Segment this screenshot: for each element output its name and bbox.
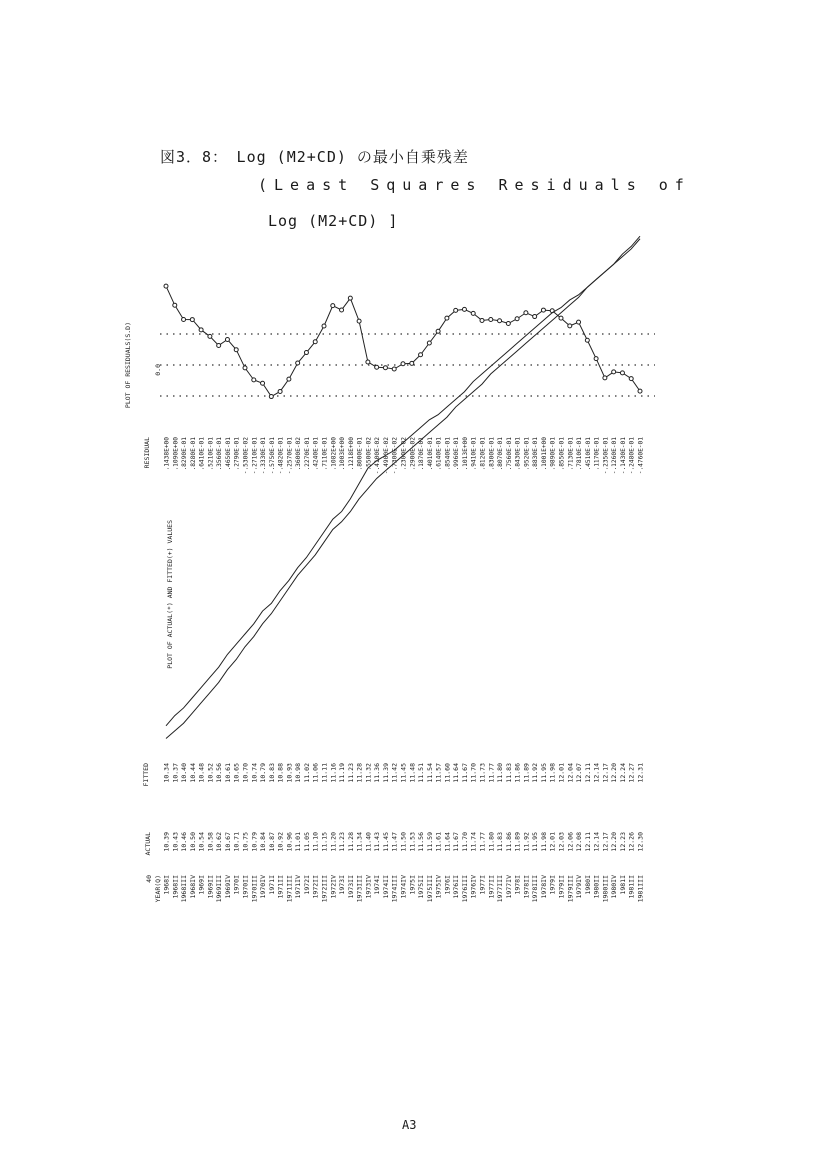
year-label: 1979I bbox=[548, 875, 557, 895]
residual-value-label: .8290E-01 bbox=[181, 437, 189, 471]
year-label: 1970I bbox=[232, 875, 241, 895]
figure-title-line-3: Log (M2+CD) ] bbox=[268, 212, 399, 230]
residual-point bbox=[620, 371, 624, 375]
residual-value-label: -.4100E-02 bbox=[374, 437, 382, 475]
year-label: 1973III bbox=[355, 875, 364, 903]
residual-point bbox=[190, 318, 194, 322]
actual-value-label: 12.14 bbox=[592, 832, 601, 852]
year-label: 1979III bbox=[566, 875, 575, 903]
actual-value-label: 11.05 bbox=[302, 832, 311, 852]
figure-title-line-1: 図3．8： Log (M2+CD) の最小自乗残差 bbox=[160, 148, 469, 166]
fitted-value-label: 11.23 bbox=[346, 763, 355, 783]
residual-point bbox=[287, 377, 291, 381]
residual-value-label: .8830E-01 bbox=[532, 437, 540, 471]
residual-point bbox=[577, 320, 581, 324]
year-label: 1976II bbox=[452, 875, 461, 899]
residual-value-label: -.2350E-01 bbox=[602, 437, 610, 475]
residual-point bbox=[357, 319, 361, 323]
year-label: 1969IV bbox=[223, 875, 232, 899]
fitted-value-label: 11.86 bbox=[513, 763, 522, 783]
actual-value-label: 11.40 bbox=[364, 832, 373, 852]
year-label: 1973I bbox=[338, 875, 347, 895]
residual-value-label: .4010E-01 bbox=[426, 437, 434, 471]
residual-plot bbox=[164, 284, 642, 398]
fitted-value-label: 11.39 bbox=[381, 763, 390, 783]
actual-value-label: 11.70 bbox=[460, 832, 469, 852]
residual-point bbox=[533, 315, 537, 319]
year-label: 1974I bbox=[373, 875, 382, 895]
residual-value-label: -.3330E-01 bbox=[260, 437, 268, 475]
residual-value-label: .5210E-01 bbox=[207, 437, 215, 471]
fitted-value-label: 12.24 bbox=[618, 763, 627, 783]
residual-point bbox=[164, 284, 168, 288]
year-label: 1976III bbox=[460, 875, 469, 903]
actual-value-label: 10.46 bbox=[180, 832, 189, 852]
residual-point bbox=[498, 319, 502, 323]
residual-value-label: -.5300E-02 bbox=[242, 437, 250, 475]
fitted-line bbox=[163, 236, 640, 738]
fitted-value-label: 11.64 bbox=[452, 763, 461, 783]
residual-point bbox=[541, 308, 545, 312]
actual-value-label: 11.10 bbox=[311, 832, 320, 852]
actual-line bbox=[163, 239, 640, 726]
actual-value-label: 11.74 bbox=[469, 832, 478, 852]
residual-point bbox=[217, 343, 221, 347]
actual-value-label: 11.95 bbox=[531, 832, 540, 852]
fitted-value-label: 11.45 bbox=[399, 763, 408, 783]
residual-point bbox=[243, 366, 247, 370]
residual-axis-label: PLOT OF RESIDUALS(S.D) bbox=[124, 322, 132, 409]
actual-value-label: 11.01 bbox=[294, 832, 303, 852]
residual-value-label: -.4900E-02 bbox=[382, 437, 390, 475]
year-label: 1978II bbox=[522, 875, 531, 899]
residual-value-label: .1218E+00 bbox=[347, 437, 355, 471]
fitted-value-label: 11.28 bbox=[355, 763, 364, 783]
year-label: 1977I bbox=[478, 875, 487, 895]
residual-point bbox=[445, 316, 449, 320]
fitted-column-header: FITTED bbox=[142, 763, 150, 787]
year-label: 1968I bbox=[162, 875, 171, 895]
residual-point bbox=[296, 361, 300, 365]
residual-value-label: .1438E+00 bbox=[163, 437, 171, 471]
residual-point bbox=[392, 367, 396, 371]
year-label: 1975III bbox=[425, 875, 434, 903]
residual-column-header: RESIDUAL bbox=[143, 437, 151, 469]
actual-value-label: 11.89 bbox=[513, 832, 522, 852]
year-label: 1981I bbox=[618, 875, 627, 895]
fitted-value-label: 12.14 bbox=[592, 763, 601, 783]
residual-point bbox=[629, 377, 633, 381]
actual-value-label: 10.43 bbox=[171, 832, 180, 852]
residual-value-label: .1001E+00 bbox=[540, 437, 548, 471]
actual-value-label: 10.71 bbox=[232, 832, 241, 852]
fitted-value-label: 11.67 bbox=[460, 763, 469, 783]
residual-value-label: .5500E-02 bbox=[365, 437, 373, 471]
year-label: 1974II bbox=[381, 875, 390, 899]
residual-point bbox=[383, 366, 387, 370]
fitted-value-label: 10.88 bbox=[276, 763, 285, 783]
year-label: 1974III bbox=[390, 875, 399, 903]
actual-value-label: 10.87 bbox=[267, 832, 276, 852]
fitted-value-label: 11.77 bbox=[487, 763, 496, 783]
year-label: 1971I bbox=[267, 875, 276, 895]
data-table bbox=[163, 763, 645, 902]
residual-value-label: .9520E-01 bbox=[523, 437, 531, 471]
actual-value-label: 12.30 bbox=[636, 832, 645, 852]
residual-value-label: .9960E-01 bbox=[453, 437, 461, 471]
year-label: 1976IV bbox=[469, 875, 478, 899]
year-label: 1979IV bbox=[575, 875, 584, 899]
actual-fitted-plot bbox=[163, 236, 640, 738]
residual-point bbox=[506, 322, 510, 326]
residual-point bbox=[427, 341, 431, 345]
actual-value-label: 11.59 bbox=[425, 832, 434, 852]
residual-grid bbox=[160, 334, 655, 396]
residual-point bbox=[278, 389, 282, 393]
actual-value-label: 10.79 bbox=[250, 832, 259, 852]
residual-value-label: .8430E-01 bbox=[514, 437, 522, 471]
residual-point bbox=[594, 357, 598, 361]
year-label: 1980II bbox=[592, 875, 601, 899]
residual-value-label: .8300E-01 bbox=[488, 437, 496, 471]
actual-value-label: 12.26 bbox=[627, 832, 636, 852]
fitted-value-label: 10.61 bbox=[223, 763, 232, 783]
year-label: 1972III bbox=[320, 875, 329, 903]
actual-value-label: 10.54 bbox=[197, 832, 206, 852]
actual-value-label: 11.20 bbox=[329, 832, 338, 852]
residual-point bbox=[261, 381, 265, 385]
page-number: A3 bbox=[402, 1118, 417, 1132]
year-label: 1975II bbox=[417, 875, 426, 899]
fitted-value-label: 10.83 bbox=[267, 763, 276, 783]
residual-value-label: -.7300E-02 bbox=[391, 437, 399, 475]
fitted-value-label: 10.48 bbox=[197, 763, 206, 783]
residual-point bbox=[182, 318, 186, 322]
residual-point bbox=[208, 334, 212, 338]
actual-value-label: 10.75 bbox=[241, 832, 250, 852]
year-label: 1980I bbox=[583, 875, 592, 895]
residual-point bbox=[471, 311, 475, 315]
fitted-value-label: 11.16 bbox=[329, 763, 338, 783]
residual-value-label: .6140E-01 bbox=[435, 437, 443, 471]
actual-value-label: 11.98 bbox=[539, 832, 548, 852]
actual-value-label: 12.06 bbox=[566, 832, 575, 852]
residual-value-label: .8000E-01 bbox=[356, 437, 364, 471]
fitted-value-label: 10.74 bbox=[250, 763, 259, 783]
residual-value-label: .8070E-01 bbox=[497, 437, 505, 471]
actual-value-label: 11.83 bbox=[496, 832, 505, 852]
actual-value-label: 11.56 bbox=[417, 832, 426, 852]
residual-point bbox=[331, 304, 335, 308]
residual-point bbox=[304, 351, 308, 355]
residual-point bbox=[401, 362, 405, 366]
actual-value-label: 10.67 bbox=[223, 832, 232, 852]
residual-value-label: -.5750E-01 bbox=[268, 437, 276, 475]
residual-value-label: .8280E-01 bbox=[189, 437, 197, 471]
residual-value-label: -.2480E-01 bbox=[628, 437, 636, 475]
fitted-value-label: 11.54 bbox=[425, 763, 434, 783]
actual-value-label: 11.28 bbox=[346, 832, 355, 852]
fitted-value-label: 10.79 bbox=[259, 763, 268, 783]
fitted-value-label: 11.02 bbox=[302, 763, 311, 783]
actual-value-label: 11.92 bbox=[522, 832, 531, 852]
fitted-value-label: 11.80 bbox=[496, 763, 505, 783]
residual-value-label: .7110E-01 bbox=[321, 437, 329, 471]
residual-value-label: -.4760E-01 bbox=[637, 437, 645, 475]
residual-point bbox=[410, 361, 414, 365]
residual-value-label: .8540E-01 bbox=[444, 437, 452, 471]
year-label: 1968IV bbox=[188, 875, 197, 899]
residual-point bbox=[199, 328, 203, 332]
year-label: 1980III bbox=[601, 875, 610, 903]
fitted-value-label: 11.06 bbox=[311, 763, 320, 783]
residual-point bbox=[234, 348, 238, 352]
residual-point bbox=[313, 340, 317, 344]
actual-value-label: 12.17 bbox=[601, 832, 610, 852]
actual-value-label: 10.62 bbox=[215, 832, 224, 852]
residual-point bbox=[515, 317, 519, 321]
actual-value-label: 11.86 bbox=[504, 832, 513, 852]
year-label: 1972I bbox=[302, 875, 311, 895]
residual-point bbox=[489, 317, 493, 321]
residual-point bbox=[638, 389, 642, 393]
actual-value-label: 11.50 bbox=[399, 832, 408, 852]
year-label: 1974IV bbox=[399, 875, 408, 899]
fitted-value-label: 10.70 bbox=[241, 763, 250, 783]
residual-value-label: .1082E+00 bbox=[330, 437, 338, 471]
residual-value-label: .4240E-01 bbox=[312, 437, 320, 471]
actual-value-label: 10.50 bbox=[188, 832, 197, 852]
year-label: 1973IV bbox=[364, 875, 373, 899]
fitted-value-label: 10.40 bbox=[180, 763, 189, 783]
fitted-value-label: 11.19 bbox=[338, 763, 347, 783]
residual-point bbox=[419, 353, 423, 357]
year-label: 1981II bbox=[627, 875, 636, 899]
residual-point bbox=[603, 376, 607, 380]
residual-zero-label: 0.0 bbox=[154, 364, 162, 376]
actual-value-label: 11.43 bbox=[373, 832, 382, 852]
year-label: 1975I bbox=[408, 875, 417, 895]
year-label: 1975IV bbox=[434, 875, 443, 899]
residual-value-label: -.1430E-01 bbox=[619, 437, 627, 475]
year-label: 1980IV bbox=[610, 875, 619, 899]
residual-point bbox=[568, 324, 572, 328]
residual-value-label: .4650E-01 bbox=[224, 437, 232, 471]
residual-value-label: .3560E-01 bbox=[216, 437, 224, 471]
year-label: 1970II bbox=[241, 875, 250, 899]
residual-point bbox=[524, 311, 528, 315]
fitted-value-label: 11.92 bbox=[531, 763, 540, 783]
year-label: 1968III bbox=[180, 875, 189, 903]
fitted-value-label: 11.73 bbox=[478, 763, 487, 783]
residual-value-label: .1170E-01 bbox=[593, 437, 601, 471]
residual-line bbox=[166, 286, 640, 396]
actual-value-label: 12.01 bbox=[548, 832, 557, 852]
year-label: 1970IV bbox=[259, 875, 268, 899]
year-label: 1968II bbox=[171, 875, 180, 899]
residual-value-label: .2300E-02 bbox=[400, 437, 408, 471]
year-label: 1977III bbox=[496, 875, 505, 903]
residual-value-label: .7560E-01 bbox=[505, 437, 513, 471]
year-label: 1978I bbox=[513, 875, 522, 895]
actual-value-label: 11.80 bbox=[487, 832, 496, 852]
year-label: 1973II bbox=[346, 875, 355, 899]
fitted-value-label: 11.95 bbox=[539, 763, 548, 783]
fitted-value-label: 10.56 bbox=[215, 763, 224, 783]
residual-value-label: .4510E-01 bbox=[584, 437, 592, 471]
actual-value-label: 10.58 bbox=[206, 832, 215, 852]
fitted-value-label: 10.44 bbox=[188, 763, 197, 783]
residual-point bbox=[436, 329, 440, 333]
year-label: 1969I bbox=[197, 875, 206, 895]
fitted-value-label: 12.17 bbox=[601, 763, 610, 783]
residual-value-label: .2790E-01 bbox=[233, 437, 241, 471]
actual-value-label: 10.92 bbox=[276, 832, 285, 852]
actual-value-label: 12.20 bbox=[610, 832, 619, 852]
actual-value-label: 11.47 bbox=[390, 832, 399, 852]
residual-point bbox=[322, 324, 326, 328]
residual-value-label: -.2710E-01 bbox=[251, 437, 259, 475]
actual-value-label: 12.03 bbox=[557, 832, 566, 852]
actual-value-label: 11.34 bbox=[355, 832, 364, 852]
fitted-value-label: 11.11 bbox=[320, 763, 329, 783]
actual-value-label: 11.23 bbox=[338, 832, 347, 852]
residual-point bbox=[480, 318, 484, 322]
fitted-value-label: 11.32 bbox=[364, 763, 373, 783]
residual-point bbox=[462, 307, 466, 311]
fit-axis-label: PLOT OF ACTUAL(*) AND FITTED(+) VALUES bbox=[166, 520, 174, 669]
residual-point bbox=[340, 308, 344, 312]
residual-value-label: .9410E-01 bbox=[470, 437, 478, 471]
fitted-value-label: 11.83 bbox=[504, 763, 513, 783]
residual-point bbox=[348, 296, 352, 300]
fitted-value-label: 12.31 bbox=[636, 763, 645, 783]
residual-value-label: .1013E+00 bbox=[461, 437, 469, 471]
actual-value-label: 11.64 bbox=[443, 832, 452, 852]
residual-value-label: .6410E-01 bbox=[198, 437, 206, 471]
year-column-header: YEAR(Q) bbox=[154, 875, 162, 903]
year-label: 1981III bbox=[636, 875, 645, 903]
figure-title-line-2: (Least Squares Residuals of bbox=[258, 176, 691, 194]
fitted-value-label: 11.89 bbox=[522, 763, 531, 783]
residual-point bbox=[454, 308, 458, 312]
residual-value-label: .2270E-01 bbox=[303, 437, 311, 471]
actual-value-label: 11.67 bbox=[452, 832, 461, 852]
year-label: 1972II bbox=[311, 875, 320, 899]
fitted-value-label: 10.34 bbox=[162, 763, 171, 783]
residual-point bbox=[225, 337, 229, 341]
residual-value-label: .8120E-01 bbox=[479, 437, 487, 471]
year-label: 1971IV bbox=[294, 875, 303, 899]
fitted-value-label: 12.01 bbox=[557, 763, 566, 783]
year-label: 1977IV bbox=[504, 875, 513, 899]
fitted-value-label: 12.11 bbox=[583, 763, 592, 783]
residual-value-label: .2900E-02 bbox=[409, 437, 417, 471]
fitted-value-label: 10.93 bbox=[285, 763, 294, 783]
fitted-value-label: 10.98 bbox=[294, 763, 303, 783]
residual-point bbox=[559, 316, 563, 320]
residual-value-label: .7810E-01 bbox=[576, 437, 584, 471]
actual-value-label: 10.96 bbox=[285, 832, 294, 852]
fitted-value-label: 11.48 bbox=[408, 763, 417, 783]
residual-value-label: -.2570E-01 bbox=[286, 437, 294, 475]
fitted-value-label: 10.65 bbox=[232, 763, 241, 783]
year-label: 1970III bbox=[250, 875, 259, 903]
fitted-value-label: 11.70 bbox=[469, 763, 478, 783]
residual-point bbox=[173, 303, 177, 307]
row-count-label: 40 bbox=[145, 875, 153, 883]
residual-point bbox=[366, 360, 370, 364]
actual-value-label: 12.11 bbox=[583, 832, 592, 852]
year-label: 1978III bbox=[531, 875, 540, 903]
fitted-value-label: 11.42 bbox=[390, 763, 399, 783]
residual-value-label: .3600E-02 bbox=[295, 437, 303, 471]
fitted-value-label: 10.37 bbox=[171, 763, 180, 783]
year-label: 1976I bbox=[443, 875, 452, 895]
actual-value-label: 11.53 bbox=[408, 832, 417, 852]
residual-value-label: -.4820E-01 bbox=[277, 437, 285, 475]
axis-labels bbox=[124, 322, 174, 902]
actual-value-label: 11.15 bbox=[320, 832, 329, 852]
fitted-value-label: 11.36 bbox=[373, 763, 382, 783]
fitted-value-label: 12.04 bbox=[566, 763, 575, 783]
residual-point bbox=[252, 378, 256, 382]
year-label: 1969II bbox=[206, 875, 215, 899]
residual-value-label: .1003E+00 bbox=[339, 437, 347, 471]
fitted-value-label: 11.60 bbox=[443, 763, 452, 783]
residual-value-label: .9890E-01 bbox=[549, 437, 557, 471]
fitted-value-label: 12.20 bbox=[610, 763, 619, 783]
actual-column-header: ACTUAL bbox=[144, 832, 152, 856]
fitted-value-label: 12.27 bbox=[627, 763, 636, 783]
year-label: 1971II bbox=[276, 875, 285, 899]
residual-value-label: .1870E-01 bbox=[418, 437, 426, 471]
residual-point bbox=[269, 395, 273, 399]
fitted-value-label: 11.98 bbox=[548, 763, 557, 783]
actual-value-label: 12.23 bbox=[618, 832, 627, 852]
residual-value-label: .8550E-01 bbox=[558, 437, 566, 471]
year-label: 1969III bbox=[215, 875, 224, 903]
residual-value-label: .7130E-01 bbox=[567, 437, 575, 471]
year-label: 1978IV bbox=[539, 875, 548, 899]
residual-point bbox=[375, 365, 379, 369]
year-label: 1971III bbox=[285, 875, 294, 903]
residual-point bbox=[612, 370, 616, 374]
actual-value-label: 10.84 bbox=[259, 832, 268, 852]
actual-value-label: 12.08 bbox=[575, 832, 584, 852]
residual-point bbox=[585, 338, 589, 342]
actual-value-label: 10.39 bbox=[162, 832, 171, 852]
residual-value-label: .1090E+00 bbox=[172, 437, 180, 471]
fitted-value-label: 11.57 bbox=[434, 763, 443, 783]
fitted-value-label: 11.51 bbox=[417, 763, 426, 783]
residual-value-label: -.1260E-01 bbox=[611, 437, 619, 475]
year-label: 1972IV bbox=[329, 875, 338, 899]
fitted-value-label: 12.07 bbox=[575, 763, 584, 783]
actual-value-label: 11.45 bbox=[381, 832, 390, 852]
actual-value-label: 11.77 bbox=[478, 832, 487, 852]
fitted-value-label: 10.52 bbox=[206, 763, 215, 783]
year-label: 1977II bbox=[487, 875, 496, 899]
year-label: 1979II bbox=[557, 875, 566, 899]
actual-value-label: 11.61 bbox=[434, 832, 443, 852]
